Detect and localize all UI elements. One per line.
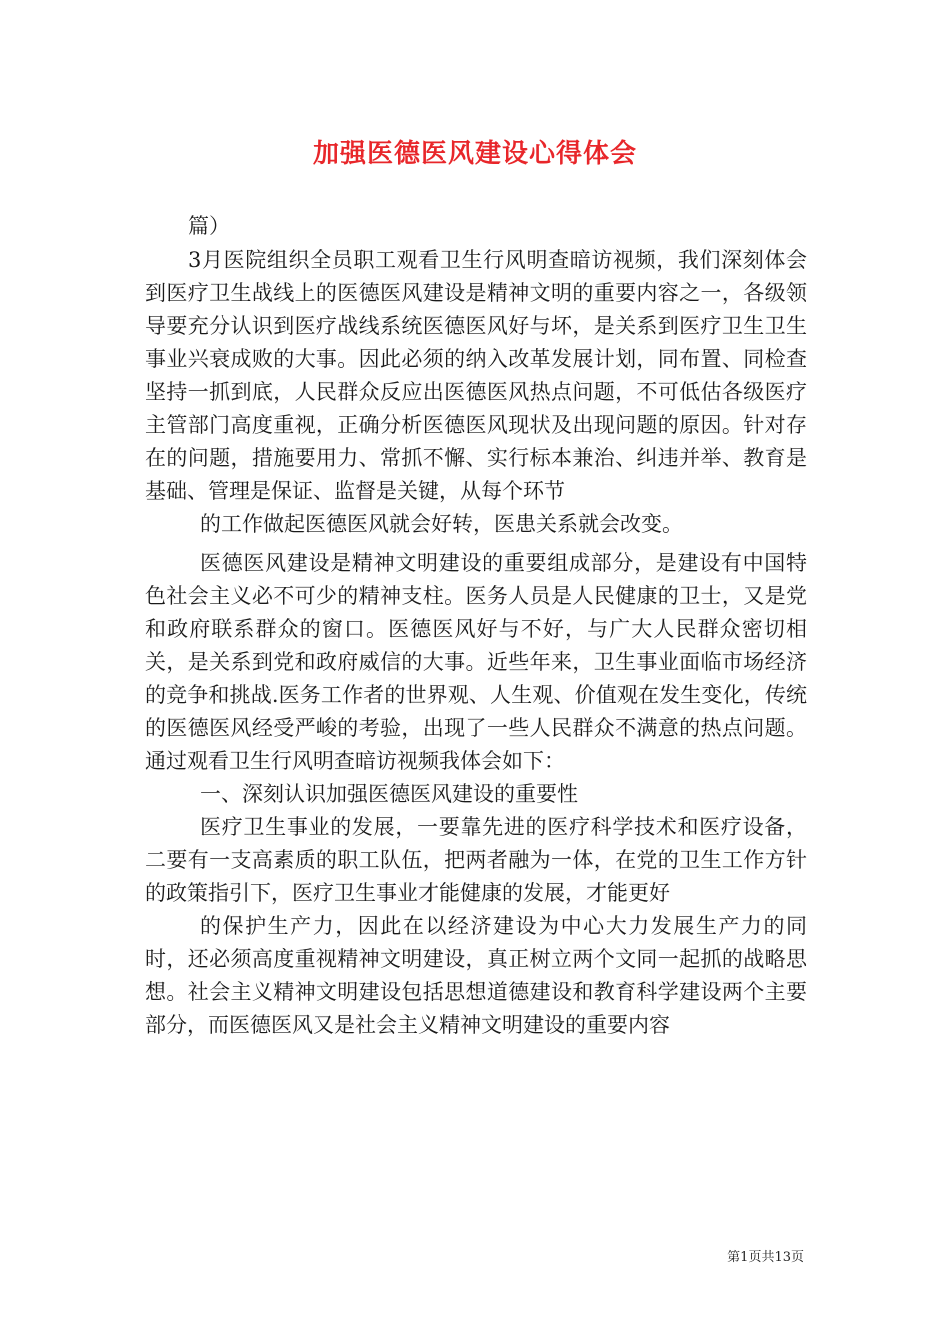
section-heading: 一、深刻认识加强医德医风建设的重要性 [200, 782, 578, 806]
paragraph: 的工作做起医德医风就会好转，医患关系就会改变。 [200, 512, 683, 536]
paragraph: 医疗卫生事业的发展，一要靠先进的医疗科学技术和医疗设备，二要有一支高素质的职工队伍，把两者融为一体，在党的卫生工作方针的政策指引下，医疗卫生事业才能健康的发展，才能更好 [145, 815, 807, 905]
document-body [145, 210, 807, 1042]
paragraph: 医德医风建设是精神文明建设的重要组成部分，是建设有中国特色社会主义必不可少的精神支柱。医务人员是人民健康的卫士，又是党和政府联系群众的窗口。医德医风好与不好，与广大人民群众密切相关，是关系到党和政府威信的大事。近些年来，卫生事业面临市场经济的竞争和挑战.医务工作者的世界观、人生观、价值观在发生变化，传统的医德医风经受严峻的考验，出现了一些人民群众不满意的热点问题。通过观看卫生行风明查暗访视频我体会如下： [145, 551, 807, 773]
document-title: 加强医德医风建设心得体会 [312, 139, 637, 169]
paragraph: 的保护生产力，因此在以经济建设为中心大力发展生产力的同时，还必须高度重视精神文明建设，真正树立两个文同一起抓的战略思想。社会主义精神文明建设包括思想道德建设和教育科学建设两个主要部分，而医德医风又是社会主义精神文明建设的重要内容 [145, 914, 807, 1037]
paragraph-fragment-intro: 篇） [188, 214, 230, 238]
paragraph: 3月医院组织全员职工观看卫生行风明查暗访视频，我们深刻体会到医疗卫生战线上的医德医风建设是精神文明的重要内容之一，各级领导要充分认识到医疗战线系统医德医风好与坏，是关系到医疗卫生卫生事业兴衰成败的大事。因此必须的纳入改革发展计划，同布置、同检查坚持一抓到底，人民群众反应出医德医风热点问题，不可低估各级医疗主管部门高度重视，正确分析医德医风现状及出现问题的原因。针对存在的问题，措施要用力、常抓不懈、实行标本兼治、纠违并举、教育是基础、管理是保证、监督是关键，从每个环节 [145, 248, 807, 503]
page-number: 第1页共13页 [727, 1250, 804, 1265]
